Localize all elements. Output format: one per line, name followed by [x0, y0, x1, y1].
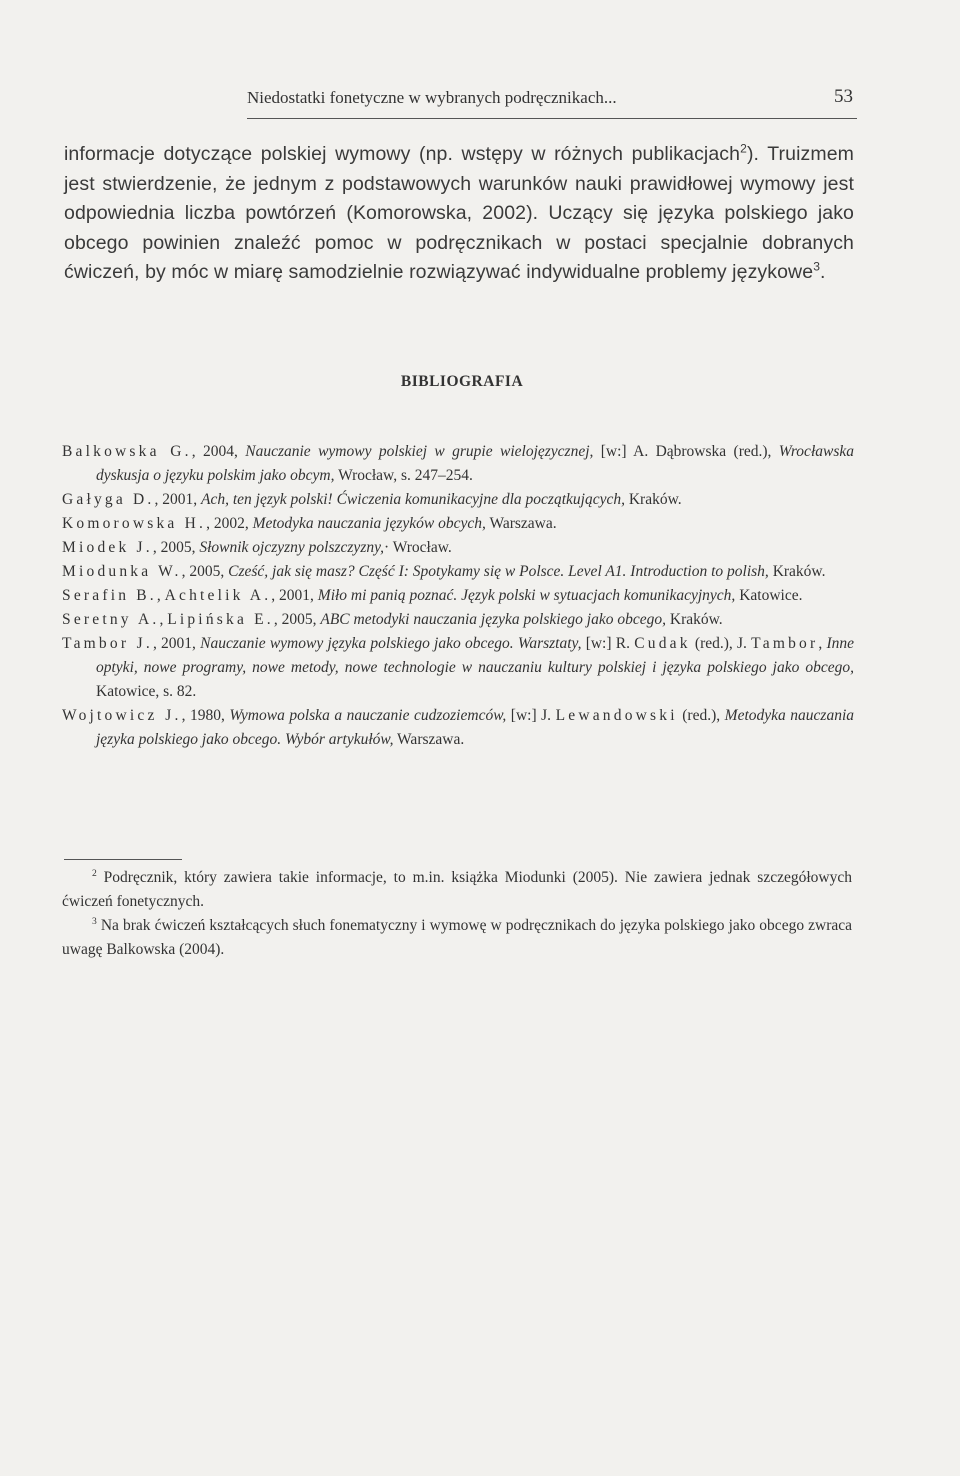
bib-entry: Tambor J., 2001, Nauczanie wymowy języka polskiego jako obcego. Warsztaty, [w:] R. Cudak (red.), J. Tambor, Inne optyki, nowe programy, nowe metody, nowe technologie w nauczaniu kultury polskiej i języka polskiego jako obcego, Katowice, s. 82.: [62, 635, 855, 700]
footnote-rule: [64, 859, 182, 860]
page-number: 53: [834, 86, 853, 107]
running-title: Niedostatki fonetyczne w wybranych podręcznikach...: [247, 88, 617, 107]
bib-entry: Wojtowicz J., 1980, Wymowa polska a nauczanie cudzoziemców, [w:] J. Lewandowski (red.), Metodyka nauczania języka polskiego jako obcego. Wybór artykułów, Warszawa.: [62, 707, 855, 748]
bibliography-heading: BIBLIOGRAFIA: [400, 373, 524, 390]
bib-entry: Balkowska G., 2004, Nauczanie wymowy polskiej w grupie wielojęzycznej, [w:] A. Dąbrowska (red.), Wrocławska dyskusja o języku polskim jako obcym, Wrocław, s. 247–254.: [62, 443, 854, 484]
footnote-number: 2: [92, 867, 97, 879]
footnotes: [62, 866, 852, 962]
header-rule: [247, 118, 857, 119]
bib-entry: Miodek J., 2005, Słownik ojczyzny polszczyzny,· Wrocław.: [62, 539, 452, 556]
bibliography-list: [62, 440, 854, 752]
footnote-number: 3: [92, 915, 97, 927]
body-paragraph: [64, 140, 854, 288]
paragraph-continuation: informacje dotyczące polskiej wymowy (np. wstępy w różnych publikacjach$^2$). Truizmem jest stwierdzenie, że jednym z podstawowych warunków nauki prawidłowej wymowy jest odpowiednia liczba powtórzeń (Komorowska, 2002). Uczący się języka polskiego jako obcego powinien znaleźć pomoc w podręcznikach w postaci specjalnie dobranych ćwiczeń, by móc w miarę samodzielnie rozwiązywać indywidualne problemy językowe$^3$.: [64, 141, 854, 283]
footnote-ref: 3: [813, 259, 821, 274]
bib-entry: Seretny A., Lipińska E., 2005, ABC metodyki nauczania języka polskiego jako obcego, Kraków.: [62, 611, 723, 628]
bib-entry: Gałyga D., 2001, Ach, ten język polski! Ćwiczenia komunikacyjne dla początkujących, Kraków.: [62, 491, 682, 508]
bib-entry: Serafin B., Achtelik A., 2001, Miło mi panią poznać. Język polski w sytuacjach komunikacyjnych, Katowice.: [62, 587, 803, 604]
footnote: $^2$ Podręcznik, który zawiera takie informacje, to m.in. książka Miodunki (2005). Nie zawiera jednak szczegółowych ćwiczeń fonetycznych.: [62, 867, 852, 910]
bib-entry: Miodunka W., 2005, Cześć, jak się masz? Część I: Spotykamy się w Polsce. Level A1. Introduction to polish, Kraków.: [62, 563, 826, 580]
bib-entry: Komorowska H., 2002, Metodyka nauczania języków obcych, Warszawa.: [62, 515, 557, 532]
footnote: $^3$ Na brak ćwiczeń kształcących słuch fonematyczny i wymowę w podręcznikach do języka polskiego jako obcego zwraca uwagę Balkowska (2004).: [62, 915, 852, 958]
footnote-ref: 2: [740, 141, 747, 156]
